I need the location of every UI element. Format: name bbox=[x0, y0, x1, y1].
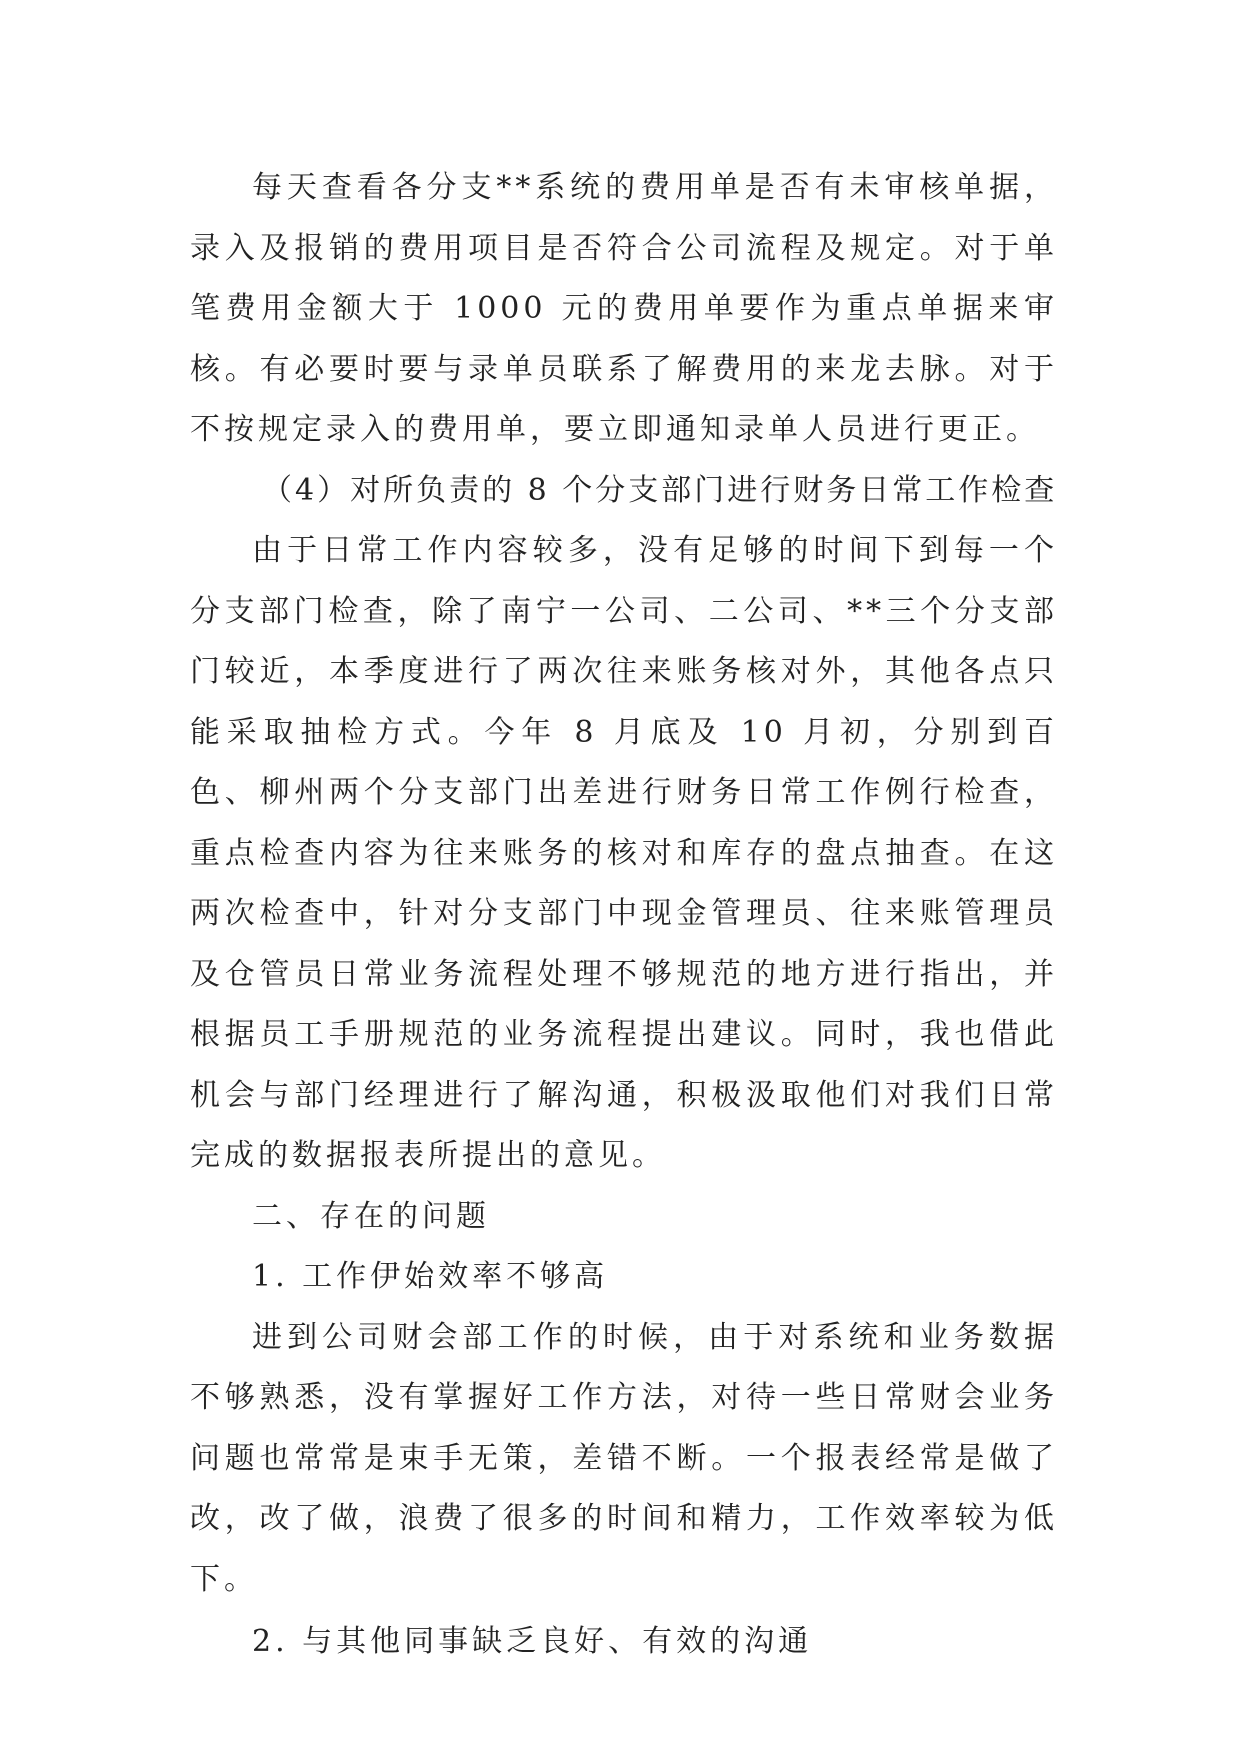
paragraph-efficiency: 进到公司财会部工作的时候，由于对系统和业务数据不够熟悉，没有掌握好工作方法，对待一些日常财会业务问题也常常是束手无策，差错不断。一个报表经常是做了改，改了做，浪费了很多的时间和精力，工作效率较为低下。 bbox=[190, 1319, 1058, 1597]
subheading-efficiency: 1. 工作伊始效率不够高 bbox=[252, 1259, 609, 1294]
document-body bbox=[190, 158, 1058, 1673]
section-heading-problems: 二、存在的问题 bbox=[252, 1198, 490, 1234]
paragraph-expense-review: 每天查看各分支**系统的费用单是否有未审核单据，录入及报销的费用项目是否符合公司流程及规定。对于单笔费用金额大于 1000 元的费用单要作为重点单据来审核。有必要时要与录单员联系了解费用的来龙去脉。对于不按规定录入的费用单，要立即通知录单人员进行更正。 bbox=[190, 170, 1058, 447]
paragraph-subheading-branch-inspection: （4）对所负责的 8 个分支部门进行财务日常工作检查 bbox=[262, 472, 1058, 508]
subheading-communication: 2. 与其他同事缺乏良好、有效的沟通 bbox=[252, 1624, 813, 1659]
paragraph-branch-inspection: 由于日常工作内容较多，没有足够的时间下到每一个分支部门检查，除了南宁一公司、二公司、**三个分支部门较近，本季度进行了两次往来账务核对外，其他各点只能采取抽检方式。今年 8 月底及 10 月初，分别到百色、柳州两个分支部门出差进行财务日常工作例行检查，重点检查内容为往来账务的核对和库存的盘点抽查。在这两次检查中，针对分支部门中现金管理员、往来账管理员及仓管员日常业务流程处理不够规范的地方进行指出，并根据员工手册规范的业务流程提出建议。同时，我也借此机会与部门经理进行了解沟通，积极汲取他们对我们日常完成的数据报表所提出的意见。 bbox=[190, 533, 1058, 1173]
